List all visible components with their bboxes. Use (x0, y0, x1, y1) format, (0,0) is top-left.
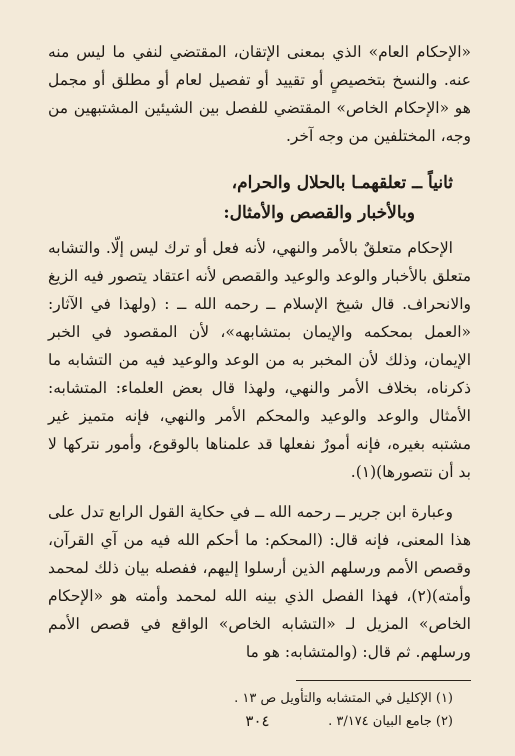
page-number: ٣٠٤ (245, 712, 270, 730)
paragraph-3: وعبارة ابن جرير ــ رحمه الله ــ في حكاية القول الرابع تدل على هذا المعنى، فإنه قال: (المحكم: ما أحكم الله فيه من آي القرآن، وقصص الأمم ورسلهم الذين أرسلوا إليهم، ففصله بيان ذلك لمحمد وأمته)(٢)، فهذا الفصل الذي بينه الله لمحمد وأمته هو «الإحكام الخاص» المزيل لـ «التشابه الخاص» الواقع في قصص الأمم ورسلهم. ثم قال: (والمتشابه: هو ما (48, 503, 471, 661)
paragraph-1: «الإحكام العام» الذي بمعنى الإتقان، المقتضي لنفي ما ليس منه عنه. والنسخ بتخصيصٍ أو تقييد أو تفصيل لعام أو مطلق أو مجمل هو «الإحكام الخاص» المقتضي للفصل بين الشيئين المشتبهين من وجه، المختلفين من وجه آخر. (48, 43, 471, 145)
footnote-2: (٢) جامع البيان ٣/١٧٤ . (328, 714, 453, 729)
footnote-separator (296, 680, 471, 681)
paragraph-2: الإحكام متعلقٌ بالأمر والنهي، لأنه فعل أو ترك ليس إلّا. والتشابه متعلق بالأخبار والوعد والوعيد والقصص لأنه اعتقاد يتصور فيه الزيغ والانحراف. قال شيخ الإسلام ــ رحمه الله ــ : (ولهذا في الآثار: «العمل بمحكمه والإيمان بمتشابهه»، لأن المقصود في الخبر الإيمان، وذلك لأن المخبر به من الوعد والوعيد فيه من التشابه ما ذكرناه، بخلاف الأمر والنهي، ولهذا قال بعض العلماء: المتشابه: الأمثال والوعد والوعيد والمحكم الأمر والنهي، فإنه متميز غير مشتبه بغيره، فإنه أمورٌ نفعلها قد علمناها بالوقوع، وأمور نتركها لا بد أن نتصورها)(١). (48, 239, 471, 481)
section-heading-line-2: وبالأخبار والقصص والأمثال: (223, 203, 415, 223)
section-heading-line-1: ثانياً ــ تعلقهمـا بالحلال والحرام، (231, 173, 453, 193)
footnote-1: (١) الإكليل في المتشابه والتأويل ص ١٣ . (234, 691, 453, 706)
